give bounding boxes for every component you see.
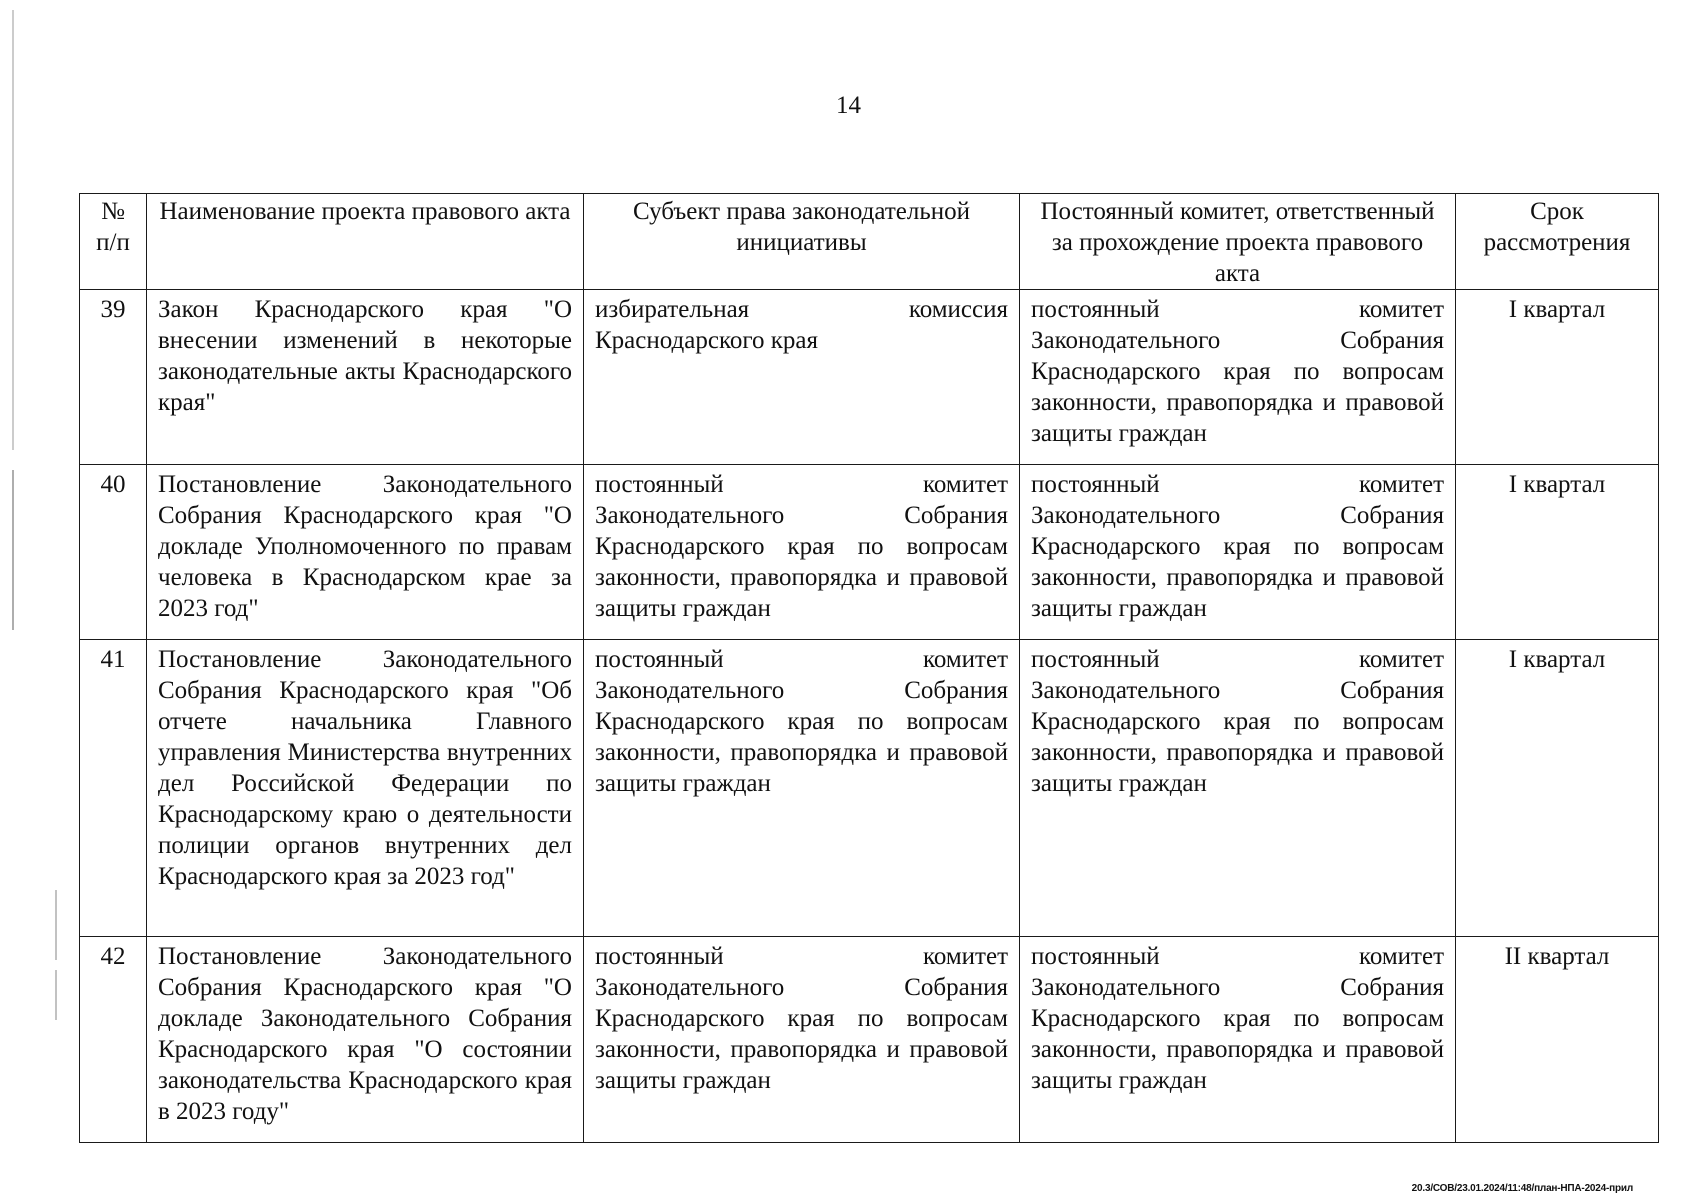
scan-mark (12, 10, 14, 450)
document-footer-code: 20.3/СОВ/23.01.2024/11:48/план-НПА-2024-прил (1411, 1183, 1633, 1194)
act-name-cell: Постановление Законодательного Собрания Краснодарского края "О докладе Уполномоченного по правам человека в Краснодарском крае за 2023 год" (147, 465, 584, 640)
table-row (80, 640, 1659, 937)
act-name-cell: Закон Краснодарского края "О внесении изменений в некоторые законодательные акты Краснодарского края" (147, 290, 584, 465)
header-committee: Постоянный комитет, ответственный за прохождение проекта правового акта (1020, 194, 1456, 290)
table-header-row (80, 194, 1659, 290)
row-number: 39 (80, 290, 147, 465)
committee-cell: постоянный комитет Законодательного Собрания Краснодарского края по вопросам законности, правопорядка и правовой защиты граждан (1020, 937, 1456, 1143)
scan-mark (55, 890, 57, 960)
legislative-plan-table (79, 193, 1659, 1143)
term-cell: II квартал (1456, 937, 1659, 1143)
table-row (80, 937, 1659, 1143)
table-row (80, 290, 1659, 465)
committee-cell: постоянный комитет Законодательного Собрания Краснодарского края по вопросам законности, правопорядка и правовой защиты граждан (1020, 290, 1456, 465)
page-number: 14 (836, 92, 861, 119)
subject-cell: постоянный комитет Законодательного Собрания Краснодарского края по вопросам законности, правопорядка и правовой защиты граждан (584, 937, 1020, 1143)
act-name-cell: Постановление Законодательного Собрания Краснодарского края "О докладе Законодательного Собрания Краснодарского края "О состоянии законодательства Краснодарского края в 2023 году" (147, 937, 584, 1143)
subject-cell: постоянный комитет Законодательного Собрания Краснодарского края по вопросам законности, правопорядка и правовой защиты граждан (584, 465, 1020, 640)
term-cell: I квартал (1456, 640, 1659, 937)
committee-cell: постоянный комитет Законодательного Собрания Краснодарского края по вопросам законности, правопорядка и правовой защиты граждан (1020, 640, 1456, 937)
table-row (80, 465, 1659, 640)
committee-cell: постоянный комитет Законодательного Собрания Краснодарского края по вопросам законности, правопорядка и правовой защиты граждан (1020, 465, 1456, 640)
header-term: Срок рассмотрения (1456, 194, 1659, 290)
act-name-cell: Постановление Законодательного Собрания Краснодарского края "Об отчете начальника Главного управления Министерства внутренних дел Российской Федерации по Краснодарскому краю о деятельности полиции органов внутренних дел Краснодарского края за 2023 год" (147, 640, 584, 937)
row-number: 42 (80, 937, 147, 1143)
header-act-name: Наименование проекта правового акта (147, 194, 584, 290)
row-number: 40 (80, 465, 147, 640)
term-cell: I квартал (1456, 465, 1659, 640)
term-cell: I квартал (1456, 290, 1659, 465)
header-number: № п/п (80, 194, 147, 290)
scan-mark (55, 970, 57, 1020)
header-initiative-subject: Субъект права законодательной инициативы (584, 194, 1020, 290)
row-number: 41 (80, 640, 147, 937)
scan-mark (12, 470, 14, 630)
subject-cell: постоянный комитет Законодательного Собрания Краснодарского края по вопросам законности, правопорядка и правовой защиты граждан (584, 640, 1020, 937)
subject-cell: избирательная комиссия Краснодарского края (584, 290, 1020, 465)
